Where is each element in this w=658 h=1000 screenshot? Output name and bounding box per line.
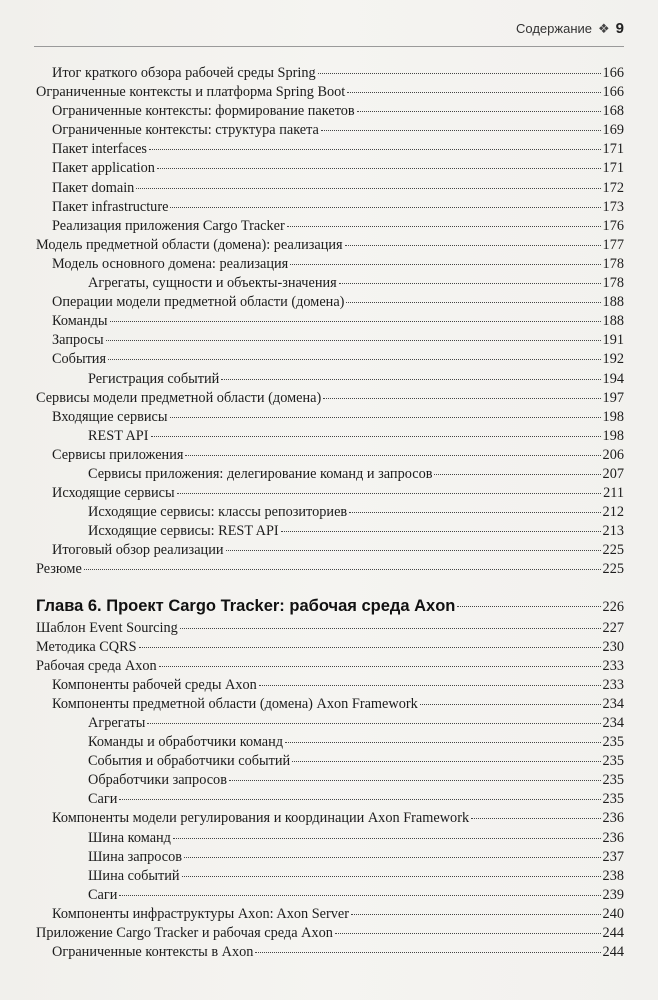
dot-leader [434,474,600,475]
toc-entry-title: Компоненты модели регулирования и координации Axon Framework [52,810,470,827]
toc-entry-title: Сервисы модели предметной области (домена) [36,389,322,406]
toc-entry-page: 236 [602,810,624,827]
toc-entry-title: Команды и обработчики команд [88,734,284,751]
dot-leader [149,149,601,150]
toc-entry-page: 238 [602,867,624,884]
toc-entry-title: События и обработчики событий [88,753,291,770]
running-head [516,20,624,37]
toc-entry[interactable] [36,370,624,389]
toc-entry-title: Шаблон Event Sourcing [36,619,178,636]
toc-entry[interactable] [36,217,624,236]
toc-entry[interactable] [36,867,624,886]
toc-entry[interactable] [36,121,624,140]
toc-entry[interactable] [36,829,624,848]
toc-entry[interactable] [36,522,624,541]
dot-leader [157,168,601,169]
toc-entry[interactable] [36,943,624,962]
dot-leader [151,436,601,437]
toc-entry[interactable] [36,924,624,943]
toc-entry-page: 244 [602,944,624,961]
toc-entry-title: Пакет interfaces [52,141,147,158]
toc-entry[interactable] [36,274,624,293]
toc-entry-title: Методика CQRS [36,638,137,655]
toc-entry-page: 171 [602,160,624,177]
toc-entry[interactable] [36,102,624,121]
dot-leader [351,914,601,915]
toc-entry-title: Приложение Cargo Tracker и рабочая среда Axon [36,925,333,942]
dot-leader [281,531,601,532]
toc-entry[interactable] [36,484,624,503]
toc-entry-title: Операции модели предметной области (домена) [52,294,345,311]
toc-entry-page: 235 [602,791,624,808]
toc-entry-title: Модель основного домена: реализация [52,255,289,272]
toc-entry-title: Рабочая среда Axon [36,657,157,674]
dot-leader [255,952,600,953]
toc-entry-title: Команды [52,313,108,330]
toc-entry-page: 213 [602,523,624,540]
chapter-heading[interactable] [36,593,624,619]
toc-entry-page: 176 [602,217,624,234]
toc-entry-title: REST API [88,427,149,444]
toc-entry-page: 235 [602,753,624,770]
toc-entry-page: 171 [602,141,624,158]
dot-leader [229,780,601,781]
dot-leader [357,111,601,112]
toc-entry-page: 173 [602,198,624,215]
toc-entry[interactable] [36,771,624,790]
toc-entry-title: Ограниченные контексты: структура пакета [52,122,319,139]
toc-entry-page: 191 [602,332,624,349]
toc-entry-title: Обработчики запросов [88,772,227,789]
dot-leader [139,647,601,648]
dot-leader [110,321,601,322]
toc-entry[interactable] [36,695,624,714]
toc-entry[interactable] [36,350,624,369]
toc-entry-page: 225 [602,561,624,578]
dot-leader [420,704,601,705]
toc-entry-title: Ограниченные контексты: формирование пакетов [52,103,355,120]
dot-leader [147,723,600,724]
toc-entry-title: Исходящие сервисы: классы репозиториев [88,504,348,521]
toc-entry-page: 197 [602,389,624,406]
toc-entry-page: 188 [602,313,624,330]
toc-entry-page: 207 [602,465,624,482]
toc-entry[interactable] [36,619,624,638]
toc-entry-page: 227 [602,619,624,636]
toc-entry-page: 178 [602,275,624,292]
dot-leader [84,569,601,570]
toc-entry-page: 188 [602,294,624,311]
toc-entry-page: 198 [602,427,624,444]
toc-entry-page: 168 [602,103,624,120]
toc-entry[interactable] [36,331,624,350]
dot-leader [226,550,601,551]
dot-leader [173,838,601,839]
toc-entry-page: 236 [602,829,624,846]
toc-entry[interactable] [36,905,624,924]
toc-entry-title: Реализация приложения Cargo Tracker [52,217,285,234]
dot-leader [108,359,601,360]
toc-entry[interactable] [36,809,624,828]
toc-entry[interactable] [36,848,624,867]
toc-entry-page: 211 [603,485,624,502]
toc-entry-page: 233 [602,657,624,674]
toc-entry[interactable] [36,255,624,274]
toc-entry-page: 177 [602,236,624,253]
toc-entry[interactable] [36,159,624,178]
toc-entry-title: Сервисы приложения [52,446,184,463]
toc-entry-page: 194 [602,370,624,387]
dot-leader [221,379,600,380]
toc-entry[interactable] [36,560,624,579]
toc-entry[interactable] [36,446,624,465]
dot-leader [136,188,600,189]
toc-entry[interactable] [36,503,624,522]
dot-leader [182,876,601,877]
dot-leader [159,666,601,667]
dot-leader [180,628,601,629]
toc-entry-title: Ограниченные контексты в Axon [52,944,254,961]
toc-entry-page: 235 [602,772,624,789]
toc-entry[interactable] [36,293,624,312]
running-head-section: Содержание [516,21,592,36]
toc-entry-title: События [52,351,107,368]
toc-entry-title: Ограниченные контексты и платформа Spring Boot [36,84,346,101]
dot-leader [119,799,600,800]
toc-entry-page: 166 [602,65,624,81]
chapter-gap [36,580,624,593]
toc-entry[interactable] [36,427,624,446]
toc-entry-title: Исходящие сервисы: REST API [88,523,279,540]
dot-leader [292,761,600,762]
toc-entry-title: Регистрация событий [88,370,220,387]
toc-entry-title: Итог краткого обзора рабочей среды Spring [52,65,316,81]
dot-leader [345,245,601,246]
toc-entry[interactable] [36,541,624,560]
toc-entry-title: Пакет application [52,160,155,177]
toc-section-after [36,619,624,963]
toc-entry-title: Компоненты предметной области (домена) Axon Framework [52,695,418,712]
toc-entry-title: Входящие сервисы [52,408,168,425]
toc-entry-page: 192 [602,351,624,368]
header-rule [34,46,624,47]
dot-leader [347,92,600,93]
toc-entry-title: Компоненты рабочей среды Axon [52,676,257,693]
toc-entry[interactable] [36,198,624,217]
dot-leader [170,207,600,208]
toc-entry[interactable] [36,657,624,676]
dot-leader [457,606,600,607]
toc-entry[interactable] [36,312,624,331]
toc-entry-page: 225 [602,542,624,559]
dot-leader [119,895,600,896]
dot-leader [177,493,601,494]
toc-entry-page: 239 [602,886,624,903]
toc-entry-title: Пакет infrastructure [52,198,169,215]
toc-entry-title: Итоговый обзор реализации [52,542,224,559]
toc-entry-title: Агрегаты, сущности и объекты-значения [88,275,337,292]
toc-entry-page: 240 [602,905,624,922]
toc-entry-page: 166 [602,84,624,101]
toc-entry-page: 169 [602,122,624,139]
table-of-contents [36,64,624,962]
toc-entry[interactable] [36,389,624,408]
toc-entry-page: 237 [602,848,624,865]
toc-entry[interactable] [36,140,624,159]
toc-entry[interactable] [36,236,624,255]
toc-entry[interactable] [36,638,624,657]
toc-entry-page: 230 [602,638,624,655]
toc-entry-page: 244 [602,925,624,942]
toc-entry-title: Саги [88,791,118,808]
page-number: 9 [615,20,624,37]
dot-leader [471,818,600,819]
toc-entry-page: 178 [602,255,624,272]
toc-entry[interactable] [36,886,624,905]
chapter-page: 226 [602,598,624,615]
toc-entry-page: 234 [602,695,624,712]
toc-entry[interactable] [36,83,624,102]
toc-entry-title: Компоненты инфраструктуры Axon: Axon Server [52,905,350,922]
dot-leader [259,685,601,686]
toc-entry-title: Запросы [52,332,104,349]
toc-entry-page: 235 [602,734,624,751]
dot-leader [335,933,601,934]
dot-leader [318,73,601,74]
dot-leader [339,283,601,284]
toc-entry-title: Сервисы приложения: делегирование команд и запросов [88,465,433,482]
toc-entry-title: Резюме [36,561,82,578]
toc-entry[interactable] [36,752,624,771]
toc-entry[interactable] [36,408,624,427]
toc-entry-page: 198 [602,408,624,425]
toc-entry-title: Шина команд [88,829,171,846]
dot-leader [287,226,601,227]
toc-entry[interactable] [36,676,624,695]
toc-entry[interactable] [36,64,624,83]
toc-entry[interactable] [36,465,624,484]
dot-leader [184,857,601,858]
toc-entry-title: Пакет domain [52,179,135,196]
toc-entry[interactable] [36,179,624,198]
toc-entry-title: Саги [88,886,118,903]
toc-entry-title: Шина событий [88,867,180,884]
dot-leader [290,264,600,265]
toc-entry-page: 234 [602,715,624,731]
ornament-icon: ❖ [598,20,610,36]
dot-leader [321,130,601,131]
toc-entry-title: Исходящие сервисы [52,485,175,502]
toc-section-before [36,64,624,580]
toc-entry[interactable] [36,714,624,733]
dot-leader [106,340,601,341]
dot-leader [346,302,600,303]
toc-entry[interactable] [36,733,624,752]
toc-entry-page: 206 [602,446,624,463]
dot-leader [170,417,601,418]
dot-leader [323,398,600,399]
dot-leader [285,742,600,743]
toc-entry-title: Модель предметной области (домена): реализация [36,236,343,253]
toc-entry-title: Агрегаты [88,715,146,731]
dot-leader [185,455,600,456]
dot-leader [349,512,600,513]
toc-entry-page: 212 [602,504,624,521]
toc-entry-page: 233 [602,676,624,693]
toc-entry-title: Шина запросов [88,848,182,865]
toc-entry-page: 172 [602,179,624,196]
chapter-title: Глава 6. Проект Cargo Tracker: рабочая среда Axon [36,596,456,615]
toc-entry[interactable] [36,790,624,809]
